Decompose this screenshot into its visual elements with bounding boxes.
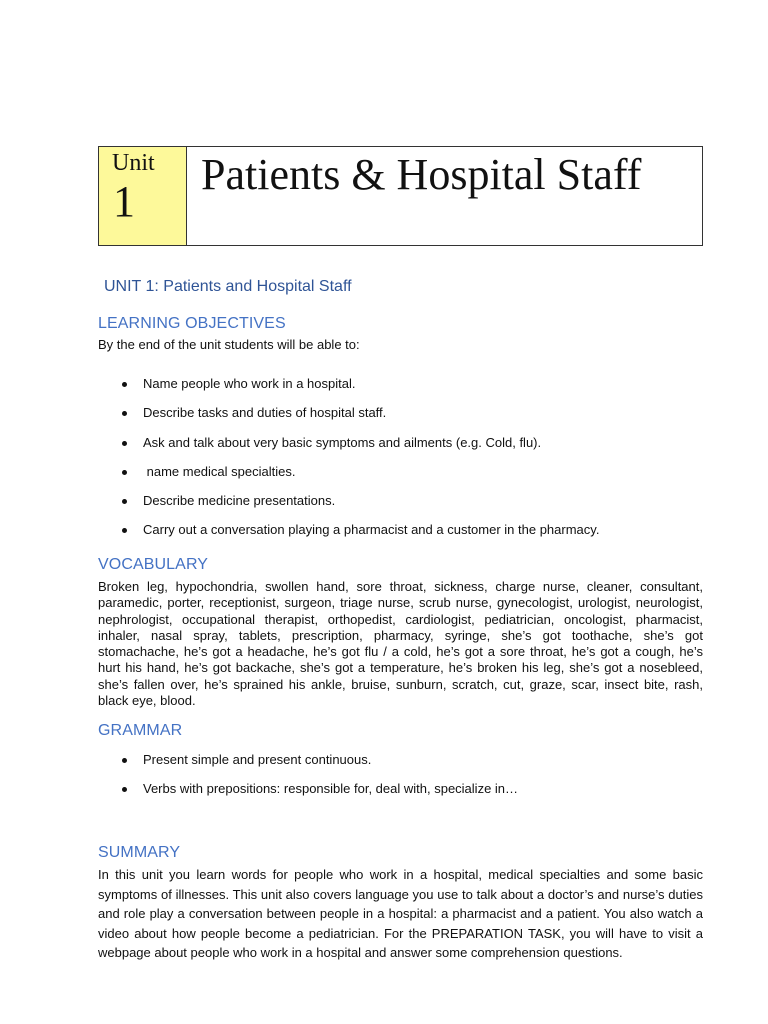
unit-title: Patients & Hospital Staff: [201, 150, 642, 199]
list-item-text: name medical specialties.: [143, 463, 296, 479]
vocabulary-text: Broken leg, hypochondria, swollen hand, sore throat, sickness, charge nurse, cleaner, consultant, paramedic, porter, receptionist, surgeon, triage nurse, scrub nurse, gynecologist, urologist, neurologist, nephrologist, occupational therapist, orthopedist, cardiologist, pediatrician, oncologist, pharmacist, inhaler, nasal spray, tablets, prescription, pharmacy, syringe, she’s got toothache, she’s got stomachache, he’s got a headache, he’s got flu / a cold, he’s got a sore throat, he’s got a cough, he’s hurt his hand, he’s got backache, she’s got a temperature, he’s broken his leg, she’s got a nosebleed, she’s fallen over, he’s sprained his ankle, bruise, sunburn, scratch, cut, graze, scar, insect bite, rash, black eye, blood.: [98, 579, 703, 709]
list-item: [98, 435, 703, 464]
list-item-text: Ask and talk about very basic symptoms and ailments (e.g. Cold, flu).: [143, 434, 542, 450]
bullet-icon: [122, 382, 127, 387]
list-item-text: Describe medicine presentations.: [143, 493, 336, 509]
summary-text: In this unit you learn words for people who work in a hospital, medical specialties and some basic symptoms of illnesses. This unit also covers language you use to talk about a doctor’s and nurse’s duties and role play a conversation between people in a hospital: a pharmacist and a patient. You also watch a video about how people become a pediatrician. For the PREPARATION TASK, you will have to visit a webpage about people who work in a hospital and answer some comprehension questions.: [98, 867, 703, 960]
bullet-icon: [122, 470, 127, 475]
learning-objectives-intro: By the end of the unit students will be able to:: [98, 337, 360, 352]
list-item: [98, 464, 703, 493]
bullet-icon: [122, 411, 127, 416]
list-item-text: Verbs with prepositions: responsible for, deal with, specialize in…: [143, 781, 519, 797]
list-item: [98, 376, 703, 405]
list-item: [98, 405, 703, 434]
list-item: [98, 493, 703, 522]
bullet-icon: [122, 758, 127, 763]
bullet-icon: [122, 787, 127, 792]
list-item: [98, 522, 703, 551]
unit-number: 1: [113, 177, 135, 226]
list-item-text: Describe tasks and duties of hospital staff.: [143, 405, 387, 421]
summary-heading: SUMMARY: [98, 844, 181, 861]
unit-word: Unit: [112, 150, 155, 176]
learning-objectives-list: [98, 376, 703, 552]
list-item-text: Name people who work in a hospital.: [143, 376, 356, 391]
grammar-list: [98, 752, 703, 811]
unit-header-box: [98, 146, 703, 246]
bullet-icon: [122, 528, 127, 533]
vocabulary-heading: VOCABULARY: [98, 556, 209, 573]
bullet-icon: [122, 499, 127, 504]
bullet-icon: [122, 441, 127, 446]
list-item: [98, 752, 703, 781]
list-item-text: Carry out a conversation playing a pharmacist and a customer in the pharmacy.: [143, 522, 600, 538]
list-item-text: Present simple and present continuous.: [143, 752, 372, 767]
unit-label-cell: [99, 147, 187, 245]
learning-objectives-heading: LEARNING OBJECTIVES: [98, 315, 286, 332]
list-item: [98, 781, 703, 810]
unit-heading: UNIT 1: Patients and Hospital Staff: [104, 278, 352, 295]
grammar-heading: GRAMMAR: [98, 722, 183, 739]
